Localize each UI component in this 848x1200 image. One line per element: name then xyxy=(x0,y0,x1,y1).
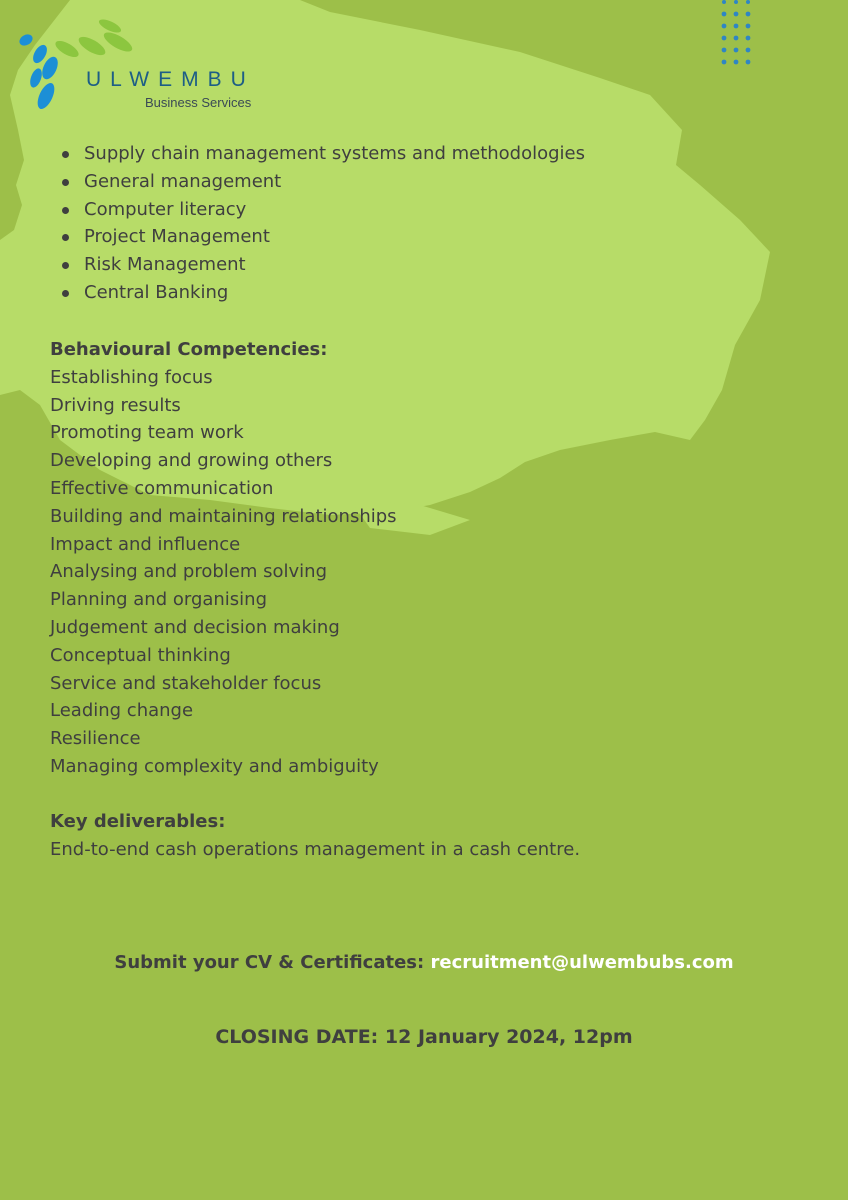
list-item: Building and maintaining relationships xyxy=(50,505,397,527)
list-item: Computer literacy xyxy=(60,196,585,224)
list-item: Promoting team work xyxy=(50,422,244,444)
list-item: Central Banking xyxy=(60,279,585,307)
deliverable-text: End-to-end cash operations management in a cash centre. xyxy=(50,838,581,860)
list-item: Supply chain management systems and methodologies xyxy=(60,140,585,168)
decorative-dots-icon xyxy=(712,0,772,72)
list-item: Judgement and decision making xyxy=(50,616,340,638)
list-item: Risk Management xyxy=(60,251,585,279)
brand-tagline: Business Services xyxy=(145,95,252,110)
list-item: Planning and organising xyxy=(50,589,268,611)
list-item: Impact and influence xyxy=(50,533,241,555)
behavioural-competencies-section xyxy=(50,336,397,781)
list-item: Project Management xyxy=(60,223,585,251)
list-item: Resilience xyxy=(50,728,141,750)
list-item: General management xyxy=(60,168,585,196)
competencies-list xyxy=(50,364,397,781)
section-heading: Key deliverables: xyxy=(50,811,226,832)
section-heading: Behavioural Competencies: xyxy=(50,339,328,360)
closing-date: CLOSING DATE: 12 January 2024, 12pm xyxy=(215,1026,633,1048)
key-deliverables-section xyxy=(50,808,580,864)
list-item: Analysing and problem solving xyxy=(50,561,328,583)
submit-instructions xyxy=(0,952,848,973)
list-item: Driving results xyxy=(50,394,181,416)
ulwembu-logo xyxy=(14,18,274,118)
brand-name: ULWEMBU xyxy=(86,68,255,91)
submit-label: Submit your CV & Certificates: xyxy=(114,952,425,973)
list-item: Leading change xyxy=(50,700,194,722)
list-item: Establishing focus xyxy=(50,366,213,388)
skills-list xyxy=(60,140,585,307)
list-item: Developing and growing others xyxy=(50,450,333,472)
list-item: Managing complexity and ambiguity xyxy=(50,755,379,777)
list-item: Effective communication xyxy=(50,477,274,499)
recruitment-email-link[interactable]: recruitment@ulwembubs.com xyxy=(430,952,734,973)
list-item: Service and stakeholder focus xyxy=(50,672,322,694)
list-item: Conceptual thinking xyxy=(50,644,231,666)
